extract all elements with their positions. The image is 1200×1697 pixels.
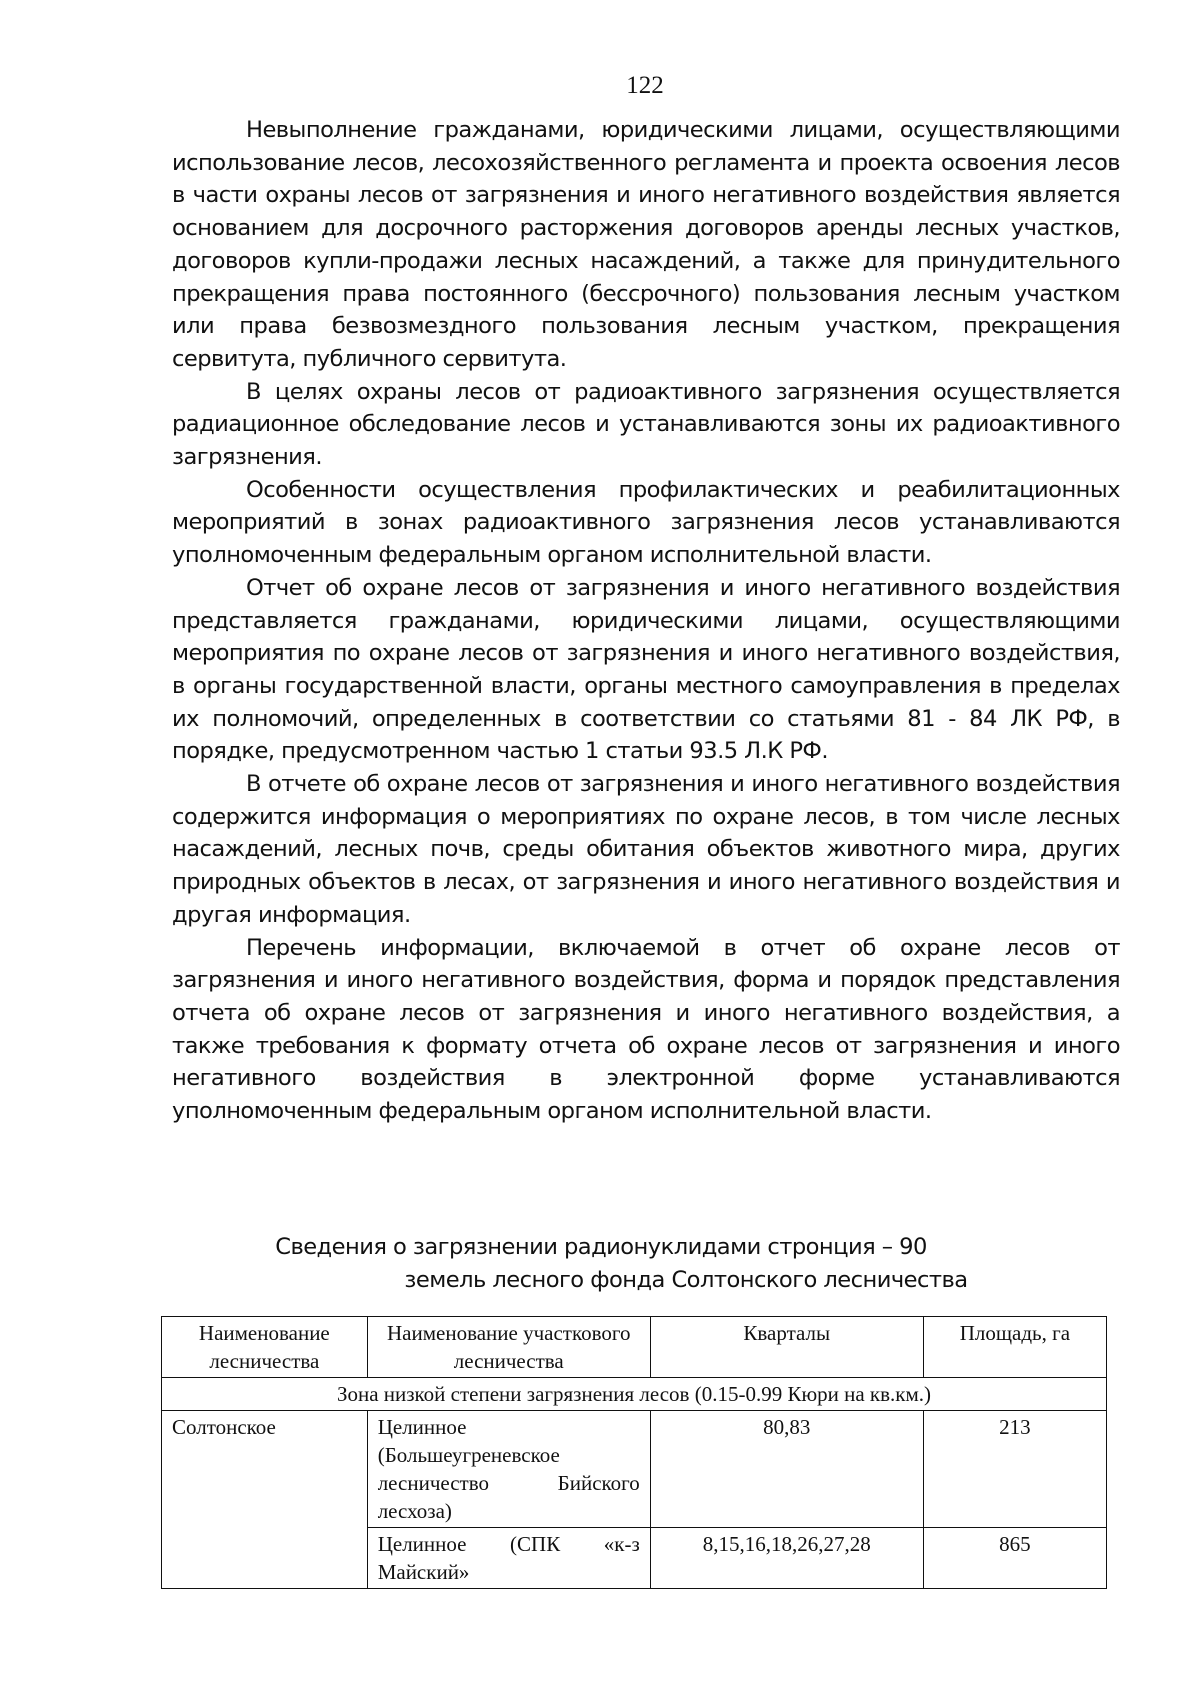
contamination-table bbox=[161, 1316, 1107, 1589]
cell-quarters: 8,15,16,18,26,27,28 bbox=[650, 1528, 923, 1589]
cell-area: 213 bbox=[923, 1411, 1106, 1528]
zone-label: Зона низкой степени загрязнения лесов (0.15-0.99 Кюри на кв.км.) bbox=[162, 1378, 1107, 1411]
cell-district: Целинное (СПК «к-з Майский» bbox=[367, 1528, 650, 1589]
paragraph: Невыполнение гражданами, юридическими лицами, осуществляющими использование лесов, лесохозяйственного регламента и проекта освоения лесов в части охраны лесов от загрязнения и иного негативного воздействия является основанием для досрочного расторжения договоров аренды лесных участков, договоров купли-продажи лесных насаждений, а также для принудительного прекращения права постоянного (бессрочного) пользования лесным участком или права безвозмездного пользования лесным участком, прекращения сервитута, публичного сервитута. bbox=[172, 117, 1120, 372]
zone-row bbox=[162, 1378, 1107, 1411]
header-district: Наименование участкового лесничества bbox=[367, 1317, 650, 1378]
body-text bbox=[172, 114, 1120, 1128]
table-title-line-1: Сведения о загрязнении радионуклидами стронция – 90 bbox=[275, 1234, 927, 1260]
paragraph: Перечень информации, включаемой в отчет об охране лесов от загрязнения и иного негативного воздействия, форма и порядок представления отчета об охране лесов от загрязнения и иного негативного воздействия, а также требования к формату отчета об охране лесов от загрязнения и иного негативного воздействия в электронной форме устанавливаются уполномоченным федеральным органом исполнительной власти. bbox=[172, 934, 1120, 1125]
cell-quarters: 80,83 bbox=[650, 1411, 923, 1528]
cell-forestry: Солтонское bbox=[162, 1411, 368, 1589]
header-area: Площадь, га bbox=[923, 1317, 1106, 1378]
paragraph: В отчете об охране лесов от загрязнения и иного негативного воздействия содержится информация о мероприятиях по охране лесов, в том числе лесных насаждений, лесных почв, среды обитания объектов животного мира, других природных объектов в лесах, от загрязнения и иного негативного воздействия и другая информация. bbox=[172, 771, 1120, 928]
header-forestry: Наименование лесничества bbox=[162, 1317, 368, 1378]
table-title-line-2: земель лесного фонда Солтонского лесничества bbox=[404, 1267, 968, 1293]
cell-area: 865 bbox=[923, 1528, 1106, 1589]
table-header-row bbox=[162, 1317, 1107, 1378]
paragraph: В целях охраны лесов от радиоактивного загрязнения осуществляется радиационное обследование лесов и устанавливаются зоны их радиоактивного загрязнения. bbox=[172, 378, 1120, 471]
header-quarters: Кварталы bbox=[650, 1317, 923, 1378]
page-number: 122 bbox=[626, 72, 664, 99]
paragraph: Отчет об охране лесов от загрязнения и иного негативного воздействия представляется гражданами, юридическими лицами, осуществляющими мероприятия по охране лесов от загрязнения и иного негативного воздействия, в органы государственной власти, органы местного самоуправления в пределах их полномочий, определенных в соответствии со статьями 81 - 84 ЛК РФ, в порядке, предусмотренном частью 1 статьи 93.5 Л.К РФ. bbox=[172, 574, 1120, 765]
paragraph: Особенности осуществления профилактических и реабилитационных мероприятий в зонах радиоактивного загрязнения лесов устанавливаются уполномоченным федеральным органом исполнительной власти. bbox=[172, 476, 1120, 569]
cell-district: Целинное (Большеугреневское лесничество Бийского лесхоза) bbox=[367, 1411, 650, 1528]
table-title bbox=[172, 1231, 1120, 1297]
table-row bbox=[162, 1411, 1107, 1528]
